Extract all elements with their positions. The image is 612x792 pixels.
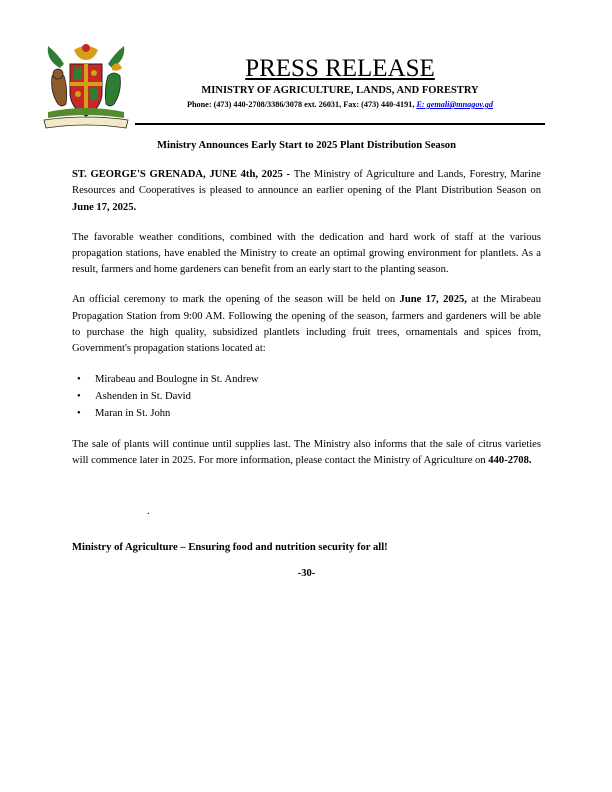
ministry-slogan: Ministry of Agriculture – Ensuring food and nutrition security for all!: [72, 541, 388, 553]
list-item: • Ashenden in St. David: [72, 388, 541, 405]
contact-number: 440-2708.: [488, 455, 532, 467]
dateline: ST. GEORGE'S GRENADA, JUNE 4th, 2025 -: [72, 169, 294, 181]
coat-of-arms-emblem: [40, 42, 132, 134]
list-item: • Mirabeau and Boulogne in St. Andrew: [72, 371, 541, 388]
email-link[interactable]: E: gemali@mnagov.gd: [416, 100, 493, 109]
press-release-body: [72, 138, 541, 582]
stray-period: .: [147, 505, 150, 517]
ceremony-text-a: An official ceremony to mark the opening of the season will be held on: [72, 294, 400, 306]
headline: Ministry Announces Early Start to 2025 Plant Distribution Season: [157, 140, 456, 151]
announcement-text: The Ministry of Agriculture and Lands, Forestry, Marine Resources and Cooperatives is pleased to announce an earlier opening of the Plant Distribution Season on: [72, 169, 541, 197]
paragraph-weather: The favorable weather conditions, combined with the dedication and hard work of staff at the various propagation stations, have enabled the Ministry to create an optimal growing environment for plantlets. As a result, farmers and home gardeners can benefit from an early start to the planting season.: [72, 231, 541, 276]
ceremony-date: June 17, 2025,: [399, 294, 467, 306]
page-title: PRESS RELEASE: [245, 55, 435, 82]
header-divider: [135, 123, 545, 125]
paragraph-sales: [72, 437, 541, 469]
ceremony-text-b: at the Mirabeau Propagation Station from 9:00 AM. Following the opening of the season, farmers and gardeners will be able to purchase the high quality, subsidized plantlets including fruit trees, ornamentals and spices from, Government's propagation stations located at:: [72, 294, 541, 355]
paragraph-announcement: [72, 167, 541, 216]
sales-text: The sale of plants will continue until supplies last. The Ministry also informs that the sale of citrus varieties will commence later in 2025. For more information, please contact the Ministry of Agriculture on: [72, 439, 541, 467]
end-mark: -30-: [297, 567, 316, 579]
list-item: • Maran in St. John: [72, 405, 541, 422]
paragraph-ceremony: [72, 292, 541, 357]
opening-date: June 17, 2025.: [72, 201, 137, 213]
station-list: [72, 371, 541, 422]
ministry-name: MINISTRY OF AGRICULTURE, LANDS, AND FORESTRY: [201, 85, 479, 96]
contact-phone-fax: Phone: (473) 440-2708/3386/3078 ext. 26031, Fax: (473) 440-4191,: [186, 100, 417, 109]
contact-line: [130, 99, 550, 110]
